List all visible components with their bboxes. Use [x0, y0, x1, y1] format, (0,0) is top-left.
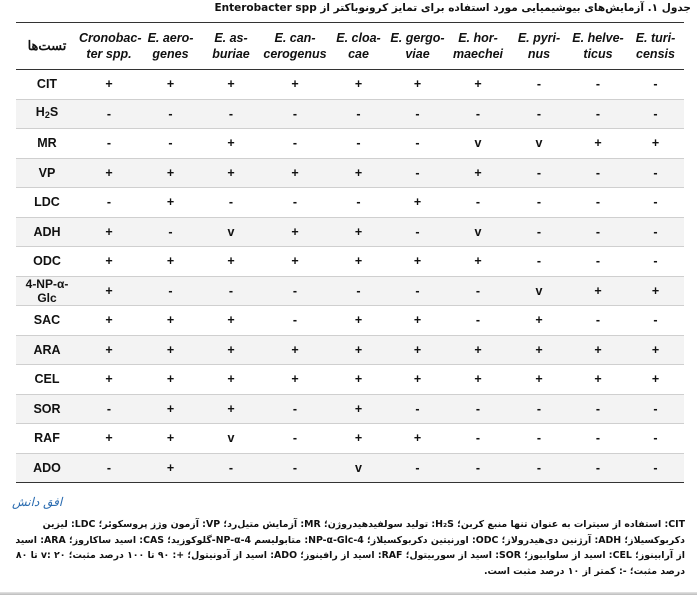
result-cell: +: [329, 217, 388, 247]
table-row: [16, 453, 684, 483]
result-cell: +: [140, 247, 201, 277]
result-cell: +: [388, 70, 447, 100]
result-cell: -: [261, 394, 329, 424]
result-cell: +: [329, 158, 388, 188]
result-cell: +: [201, 247, 261, 277]
result-cell: +: [140, 306, 201, 336]
result-cell: -: [261, 276, 329, 306]
result-cell: -: [78, 99, 140, 129]
table-body: [16, 70, 684, 483]
result-cell: +: [388, 365, 447, 395]
result-cell: +: [627, 129, 684, 159]
result-cell: -: [201, 99, 261, 129]
result-cell: -: [569, 453, 627, 483]
test-name-cell: ADH: [16, 217, 78, 247]
test-name-cell: VP: [16, 158, 78, 188]
result-cell: +: [261, 365, 329, 395]
result-cell: +: [140, 365, 201, 395]
result-cell: +: [509, 306, 569, 336]
result-cell: +: [78, 70, 140, 100]
result-cell: -: [627, 424, 684, 454]
biochemical-tests-table: [16, 22, 684, 483]
result-cell: -: [329, 129, 388, 159]
result-cell: +: [329, 424, 388, 454]
result-cell: v: [509, 276, 569, 306]
result-cell: +: [569, 335, 627, 365]
result-cell: -: [388, 99, 447, 129]
result-cell: -: [569, 394, 627, 424]
column-header: E. hor- maechei: [447, 23, 509, 70]
column-header: E. turi- censis: [627, 23, 684, 70]
test-name-cell: $H_2S$: [16, 99, 78, 129]
result-cell: -: [569, 306, 627, 336]
result-cell: -: [569, 99, 627, 129]
result-cell: -: [447, 188, 509, 218]
result-cell: -: [388, 276, 447, 306]
table-row: [16, 306, 684, 336]
result-cell: -: [447, 424, 509, 454]
result-cell: -: [261, 99, 329, 129]
result-cell: v: [329, 453, 388, 483]
result-cell: +: [329, 335, 388, 365]
result-cell: -: [261, 129, 329, 159]
result-cell: -: [261, 424, 329, 454]
table-row: [16, 365, 684, 395]
test-name-cell: ADO: [16, 453, 78, 483]
result-cell: -: [509, 394, 569, 424]
result-cell: +: [201, 70, 261, 100]
result-cell: -: [201, 188, 261, 218]
result-cell: -: [201, 276, 261, 306]
result-cell: -: [569, 188, 627, 218]
result-cell: +: [140, 158, 201, 188]
table-caption: جدول ۱. آزمایش‌های بیوشیمیایی مورد استفاده برای تمایز کرونوباکتر از Enterobacter spp: [214, 2, 691, 14]
result-cell: -: [78, 188, 140, 218]
result-cell: +: [329, 394, 388, 424]
result-cell: +: [509, 335, 569, 365]
result-cell: +: [447, 335, 509, 365]
result-cell: -: [140, 217, 201, 247]
result-cell: +: [569, 365, 627, 395]
result-cell: v: [509, 129, 569, 159]
result-cell: +: [447, 247, 509, 277]
result-cell: +: [447, 158, 509, 188]
result-cell: -: [140, 99, 201, 129]
result-cell: +: [447, 70, 509, 100]
result-cell: -: [569, 424, 627, 454]
result-cell: +: [329, 70, 388, 100]
result-cell: +: [261, 247, 329, 277]
result-cell: -: [140, 276, 201, 306]
test-name-cell: CIT: [16, 70, 78, 100]
result-cell: +: [201, 129, 261, 159]
table-row: [16, 217, 684, 247]
bottom-divider: [0, 592, 697, 595]
result-cell: +: [140, 424, 201, 454]
result-cell: -: [447, 276, 509, 306]
result-cell: +: [627, 335, 684, 365]
result-cell: +: [388, 306, 447, 336]
result-cell: -: [569, 158, 627, 188]
result-cell: +: [261, 70, 329, 100]
column-header: Cronobac- ter spp.: [78, 23, 140, 70]
result-cell: +: [569, 129, 627, 159]
result-cell: -: [509, 188, 569, 218]
test-name-cell: RAF: [16, 424, 78, 454]
column-header: E. cloa- cae: [329, 23, 388, 70]
column-header: E. gergo- viae: [388, 23, 447, 70]
result-cell: +: [140, 188, 201, 218]
result-cell: -: [627, 188, 684, 218]
result-cell: +: [201, 335, 261, 365]
tests-column-header: تست‌ها: [16, 23, 78, 70]
result-cell: -: [447, 99, 509, 129]
result-cell: -: [627, 99, 684, 129]
result-cell: +: [627, 276, 684, 306]
result-cell: -: [447, 306, 509, 336]
result-cell: -: [569, 70, 627, 100]
result-cell: +: [140, 70, 201, 100]
publisher-logo: افق دانش: [12, 495, 63, 509]
result-cell: -: [627, 453, 684, 483]
result-cell: +: [140, 453, 201, 483]
result-cell: -: [329, 188, 388, 218]
result-cell: +: [329, 247, 388, 277]
table-row: [16, 70, 684, 100]
result-cell: v: [201, 424, 261, 454]
result-cell: -: [509, 424, 569, 454]
table-row: [16, 158, 684, 188]
result-cell: -: [388, 394, 447, 424]
result-cell: +: [78, 424, 140, 454]
result-cell: +: [329, 365, 388, 395]
result-cell: +: [78, 276, 140, 306]
result-cell: +: [201, 306, 261, 336]
test-name-cell: 4-NP-α- Glc: [16, 276, 78, 306]
result-cell: +: [201, 365, 261, 395]
result-cell: -: [509, 453, 569, 483]
table-row: [16, 247, 684, 277]
result-cell: -: [509, 247, 569, 277]
result-cell: +: [509, 365, 569, 395]
result-cell: -: [627, 394, 684, 424]
column-header: E. pyri- nus: [509, 23, 569, 70]
result-cell: -: [388, 217, 447, 247]
result-cell: -: [447, 453, 509, 483]
result-cell: -: [627, 70, 684, 100]
test-name-cell: ARA: [16, 335, 78, 365]
result-cell: +: [261, 217, 329, 247]
result-cell: +: [627, 365, 684, 395]
result-cell: +: [388, 335, 447, 365]
result-cell: -: [569, 217, 627, 247]
table-row: [16, 394, 684, 424]
table-footnote: CIT: استفاده از سیترات به عنوان تنها منبع کربن؛ H₂S: تولید سولفیدهیدروژن؛ MR: آزمایش متیل‌رد؛ VP: آزمون وژز پروسکوئر؛ LDC: لیزین دکربوکسیلاز؛ ADH: آرژنین دی‌هیدرولاز؛ ODC: اورنیتین دکربوکسیلاز؛ 4-NP-α-Glc: متابولیسم 4-NP-α-گلوکوزید؛ CAS: اسید ساکاروز؛ ARA: اسید از آرابینوز؛ CEL: اسید از سلوابیوز؛ SOR: اسید از سوربیتول؛ RAF: اسید از رافینوز؛ ADO: اسید از آدونیتول؛ +: ۹۰ تا ۱۰۰ درصد مثبت؛ v: ۲۰ تا ۸۰ درصد مثبت؛ -: کمتر از ۱۰ درصد مثبت است.: [15, 519, 685, 577]
result-cell: +: [329, 306, 388, 336]
column-header: E. as- buriae: [201, 23, 261, 70]
result-cell: -: [627, 217, 684, 247]
result-cell: -: [201, 453, 261, 483]
table-row: [16, 335, 684, 365]
result-cell: -: [329, 99, 388, 129]
result-cell: +: [388, 424, 447, 454]
result-cell: -: [627, 306, 684, 336]
result-cell: +: [140, 335, 201, 365]
test-name-cell: LDC: [16, 188, 78, 218]
test-name-cell: SOR: [16, 394, 78, 424]
header-row: [16, 23, 684, 70]
result-cell: -: [388, 158, 447, 188]
result-cell: -: [140, 129, 201, 159]
test-name-cell: MR: [16, 129, 78, 159]
result-cell: -: [509, 70, 569, 100]
result-cell: +: [388, 188, 447, 218]
table-row: [16, 424, 684, 454]
result-cell: -: [261, 453, 329, 483]
result-cell: -: [329, 276, 388, 306]
column-header: E. helve- ticus: [569, 23, 627, 70]
result-cell: +: [447, 365, 509, 395]
result-cell: +: [78, 365, 140, 395]
table-row: [16, 276, 684, 306]
table-row: [16, 99, 684, 129]
column-header: E. can- cerogenus: [261, 23, 329, 70]
result-cell: +: [140, 394, 201, 424]
result-cell: +: [78, 247, 140, 277]
result-cell: -: [627, 158, 684, 188]
result-cell: +: [201, 158, 261, 188]
result-cell: -: [509, 217, 569, 247]
column-header: E. aero- genes: [140, 23, 201, 70]
result-cell: -: [78, 394, 140, 424]
result-cell: +: [78, 335, 140, 365]
result-cell: +: [78, 158, 140, 188]
result-cell: -: [78, 129, 140, 159]
result-cell: -: [447, 394, 509, 424]
result-cell: -: [509, 158, 569, 188]
result-cell: +: [201, 394, 261, 424]
result-cell: +: [261, 335, 329, 365]
test-name-cell: SAC: [16, 306, 78, 336]
result-cell: -: [569, 247, 627, 277]
result-cell: -: [388, 453, 447, 483]
table-row: [16, 129, 684, 159]
result-cell: -: [509, 99, 569, 129]
result-cell: +: [78, 217, 140, 247]
result-cell: -: [261, 306, 329, 336]
result-cell: -: [78, 453, 140, 483]
result-cell: +: [388, 247, 447, 277]
test-name-cell: ODC: [16, 247, 78, 277]
result-cell: +: [261, 158, 329, 188]
result-cell: v: [201, 217, 261, 247]
result-cell: -: [261, 188, 329, 218]
result-cell: +: [569, 276, 627, 306]
result-cell: v: [447, 217, 509, 247]
result-cell: -: [627, 247, 684, 277]
table-row: [16, 188, 684, 218]
result-cell: +: [78, 306, 140, 336]
result-cell: v: [447, 129, 509, 159]
test-name-cell: CEL: [16, 365, 78, 395]
result-cell: -: [388, 129, 447, 159]
